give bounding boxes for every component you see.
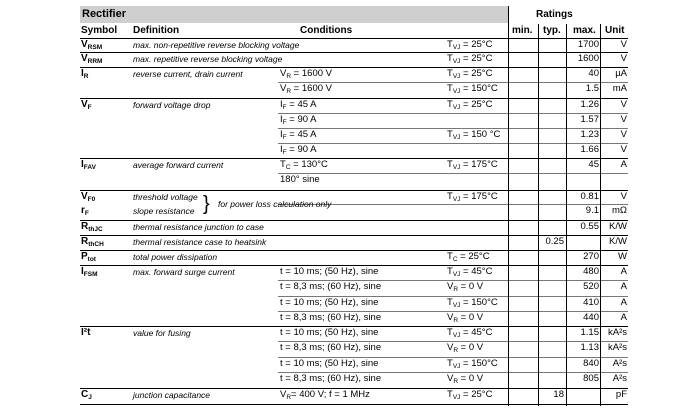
max-value: 480: [583, 266, 599, 277]
condition-text: = 25°C: [460, 99, 493, 110]
condition-subscript: VJ: [452, 196, 461, 203]
symbol-text: V: [81, 39, 88, 50]
col-unit-header: Unit: [605, 25, 625, 36]
unit-value: kA²s: [608, 342, 627, 353]
col-min-header: min.: [512, 25, 533, 36]
condition-text: = 90 A: [286, 144, 317, 155]
condition-subscript: R: [453, 317, 459, 324]
unit-value: V: [620, 144, 627, 155]
max-value: 0.81: [580, 191, 599, 202]
condition-text: = 45 A: [286, 129, 317, 140]
condition-subscript: F: [282, 104, 287, 111]
symbol-cell: [81, 204, 89, 221]
condition-cell: [447, 280, 483, 297]
unit-value: V: [620, 99, 627, 110]
symbol-text: P: [81, 251, 88, 262]
condition-text: T: [447, 358, 453, 369]
condition-text: t = 8,3 ms; (60 Hz), sine: [280, 342, 382, 353]
divider-max: [566, 24, 567, 406]
condition-text: I: [280, 99, 283, 110]
condition-text: T: [447, 266, 453, 277]
unit-value: A: [620, 312, 627, 323]
symbol-text: I²t: [81, 327, 91, 338]
condition-text: = 1600 V: [291, 68, 332, 79]
condition-text: = 25°C: [460, 53, 493, 64]
symbol-text: R: [81, 221, 89, 232]
condition-text: T: [447, 159, 453, 170]
condition-text: T: [447, 99, 453, 110]
condition-subscript: R: [286, 394, 292, 401]
condition-text: V: [280, 389, 287, 400]
condition-text: T: [447, 191, 453, 202]
condition-text: T: [280, 159, 286, 170]
condition-text: t = 8,3 ms; (60 Hz), sine: [280, 281, 382, 292]
max-value: 1.23: [580, 129, 599, 140]
condition-text: = 45°C: [460, 266, 493, 277]
condition-text: I: [280, 129, 283, 140]
definition-cell: forward voltage drop: [133, 100, 211, 110]
unit-value: µA: [615, 68, 627, 79]
symbol-cell: [81, 388, 92, 405]
symbol-text: I: [81, 159, 84, 170]
condition-cell: [280, 280, 381, 297]
max-value: 840: [583, 358, 599, 369]
definition-cell: reverse current, drain current: [133, 69, 243, 79]
max-value: 1.15: [580, 327, 599, 338]
symbol-subscript: thJC: [88, 226, 103, 233]
condition-text: = 150°C: [460, 297, 498, 308]
divider-typ: [538, 24, 539, 406]
unit-value: A: [620, 297, 627, 308]
condition-text: V: [280, 83, 287, 94]
max-value: 1.5: [585, 83, 599, 94]
brace-icon: }: [203, 193, 210, 215]
condition-subscript: F: [282, 134, 287, 141]
unit-value: V: [620, 53, 627, 64]
condition-cell: [280, 82, 332, 99]
condition-text: = 25°C: [457, 251, 490, 262]
symbol-cell: [81, 265, 98, 282]
condition-text: T: [447, 297, 453, 308]
condition-text: I: [280, 114, 283, 125]
condition-text: = 130°C: [290, 159, 328, 170]
condition-text: V: [447, 373, 454, 384]
symbol-subscript: R: [83, 73, 89, 80]
col-conditions-header: Conditions: [300, 25, 353, 36]
col-typ-header: typ.: [543, 25, 561, 36]
unit-value: A²s: [612, 358, 627, 369]
typ-value: 18: [553, 389, 564, 400]
condition-text: V: [447, 281, 454, 292]
condition-text: = 25°C: [460, 39, 493, 50]
condition-text: I: [280, 144, 283, 155]
condition-subscript: F: [282, 119, 287, 126]
condition-text: = 90 A: [286, 114, 317, 125]
condition-text: T: [447, 39, 453, 50]
condition-text: T: [447, 327, 453, 338]
condition-subscript: VJ: [452, 58, 461, 65]
max-value: 270: [583, 251, 599, 262]
max-value: 45: [588, 159, 599, 170]
max-value: 1600: [577, 53, 599, 64]
condition-text: = 150°C: [460, 358, 498, 369]
condition-subscript: R: [453, 347, 459, 354]
condition-text: = 0 V: [458, 342, 484, 353]
group-separator: [80, 404, 628, 405]
condition-cell: [447, 388, 492, 405]
symbol-text: I: [81, 266, 84, 277]
symbol-subscript: F0: [87, 196, 96, 203]
condition-cell: [280, 173, 320, 190]
condition-text: t = 10 ms; (50 Hz), sine: [280, 358, 379, 369]
condition-text: = 25°C: [460, 68, 493, 79]
symbol-text: I: [81, 68, 84, 79]
unit-value: mA: [612, 83, 627, 94]
unit-value: V: [620, 39, 627, 50]
condition-cell: [447, 341, 483, 358]
condition-text: T: [447, 389, 453, 400]
max-value: 805: [583, 373, 599, 384]
max-value: 1.66: [580, 144, 599, 155]
condition-subscript: VJ: [452, 134, 461, 141]
condition-text: t = 10 ms; (50 Hz), sine: [280, 297, 379, 308]
symbol-text: V: [81, 53, 88, 64]
unit-value: pF: [615, 389, 627, 400]
unit-value: A: [620, 281, 627, 292]
condition-subscript: R: [286, 88, 292, 95]
unit-value: V: [620, 114, 627, 125]
condition-cell: [447, 82, 498, 99]
condition-text: T: [447, 251, 453, 262]
condition-subscript: VJ: [452, 332, 461, 339]
definition-cell: max. non-repetitive reverse blocking voltage: [133, 40, 300, 50]
condition-text: t = 8,3 ms; (60 Hz), sine: [280, 312, 382, 323]
condition-text: = 175°C: [460, 191, 498, 202]
unit-value: mΩ: [611, 205, 627, 216]
condition-text: V: [280, 68, 287, 79]
symbol-subscript: F: [87, 104, 92, 111]
condition-text: V: [447, 312, 454, 323]
symbol-subscript: F: [84, 210, 89, 217]
symbol-text: V: [81, 99, 88, 110]
condition-subscript: VJ: [452, 302, 461, 309]
condition-text: = 400 V; f = 1 MHz: [291, 389, 370, 400]
condition-text: t = 10 ms; (50 Hz), sine: [280, 327, 379, 338]
condition-subscript: C: [452, 256, 458, 263]
condition-text: t = 10 ms; (50 Hz), sine: [280, 266, 379, 277]
max-value: 440: [583, 312, 599, 323]
symbol-cell: [81, 158, 96, 175]
definition-cell: max. forward surge current: [133, 267, 235, 277]
condition-subscript: VJ: [452, 363, 461, 370]
max-value: 410: [583, 297, 599, 308]
section-title: Rectifier: [82, 8, 127, 20]
condition-text: = 25°C: [460, 389, 493, 400]
condition-text: V: [447, 342, 454, 353]
condition-cell: [447, 372, 483, 389]
max-value: 0.55: [580, 221, 599, 232]
definition-cell: total power dissipation: [133, 252, 218, 262]
col-max-header: max.: [573, 25, 596, 36]
section-header-band: [80, 6, 508, 23]
condition-subscript: R: [453, 286, 459, 293]
symbol-subscript: tot: [87, 256, 96, 263]
definition-cell: threshold voltage: [133, 192, 198, 202]
typ-value: 0.25: [545, 236, 564, 247]
symbol-subscript: thCH: [88, 241, 104, 248]
unit-value: V: [620, 129, 627, 140]
definition-cell: thermal resistance case to heatsink: [133, 237, 267, 247]
condition-text: T: [447, 68, 453, 79]
condition-cell: [280, 388, 370, 405]
divider-unit: [600, 24, 601, 406]
definition-cell: average forward current: [133, 160, 224, 170]
symbol-subscript: FSM: [83, 271, 98, 278]
divider-min: [508, 6, 509, 406]
condition-cell: [280, 372, 381, 389]
symbol-cell: [81, 67, 88, 84]
definition-cell: thermal resistance junction to case: [133, 222, 264, 232]
condition-subscript: R: [286, 73, 292, 80]
condition-text: T: [447, 83, 453, 94]
condition-text: = 175°C: [460, 159, 498, 170]
symbol-subscript: RRM: [87, 58, 103, 65]
unit-value: A: [620, 159, 627, 170]
condition-text: T: [447, 53, 453, 64]
ratings-label: Ratings: [536, 9, 573, 20]
condition-text: t = 8,3 ms; (60 Hz), sine: [280, 373, 382, 384]
condition-subscript: C: [285, 164, 291, 171]
max-value: 1.26: [580, 99, 599, 110]
max-value: 9.1: [585, 205, 599, 216]
max-value: 40: [588, 68, 599, 79]
condition-subscript: VJ: [452, 44, 461, 51]
unit-value: V: [620, 191, 627, 202]
condition-text: = 1600 V: [291, 83, 332, 94]
symbol-subscript: RSM: [87, 44, 103, 51]
condition-subscript: F: [282, 149, 287, 156]
unit-value: A: [620, 266, 627, 277]
symbol-subscript: J: [88, 394, 92, 401]
unit-value: A²s: [612, 373, 627, 384]
condition-subscript: R: [453, 378, 459, 385]
condition-text: = 150°C: [460, 83, 498, 94]
condition-subscript: VJ: [452, 271, 461, 278]
max-value: 520: [583, 281, 599, 292]
condition-cell: [280, 341, 381, 358]
condition-subscript: VJ: [452, 394, 461, 401]
header-rule: [80, 38, 628, 39]
symbol-cell: [81, 326, 90, 343]
condition-subscript: VJ: [452, 164, 461, 171]
symbol-subscript: FAV: [83, 164, 96, 171]
max-value: 1.13: [580, 342, 599, 353]
symbol-text: C: [81, 389, 89, 400]
definition-cell: junction capacitance: [133, 390, 211, 400]
unit-value: kA²s: [608, 327, 627, 338]
condition-subscript: VJ: [452, 104, 461, 111]
definition-cell: slope resistance: [133, 206, 195, 216]
symbol-text: V: [81, 191, 88, 202]
condition-text: T: [447, 129, 453, 140]
col-definition-header: Definition: [133, 25, 180, 36]
unit-value: K/W: [609, 221, 627, 232]
max-value: 1700: [577, 39, 599, 50]
col-symbol-header: Symbol: [81, 25, 118, 36]
definition-cell: value for fusing: [133, 328, 191, 338]
condition-text: = 0 V: [458, 373, 484, 384]
condition-text: 180° sine: [280, 174, 320, 185]
condition-subscript: VJ: [452, 88, 461, 95]
symbol-text: r: [81, 205, 85, 216]
symbol-cell: [81, 98, 92, 115]
symbol-text: R: [81, 236, 89, 247]
brace-note: for power loss calculation only: [218, 199, 332, 209]
max-value: 1.57: [580, 114, 599, 125]
condition-subscript: VJ: [452, 73, 461, 80]
condition-text: = 150 °C: [460, 129, 501, 140]
condition-text: = 0 V: [458, 281, 484, 292]
definition-cell: max. repetitive reverse blocking voltage: [133, 54, 283, 64]
unit-value: K/W: [609, 236, 627, 247]
unit-value: W: [618, 251, 627, 262]
condition-text: = 45 A: [286, 99, 317, 110]
condition-text: = 45°C: [460, 327, 493, 338]
row-separator: [278, 173, 628, 174]
condition-text: = 0 V: [458, 312, 484, 323]
